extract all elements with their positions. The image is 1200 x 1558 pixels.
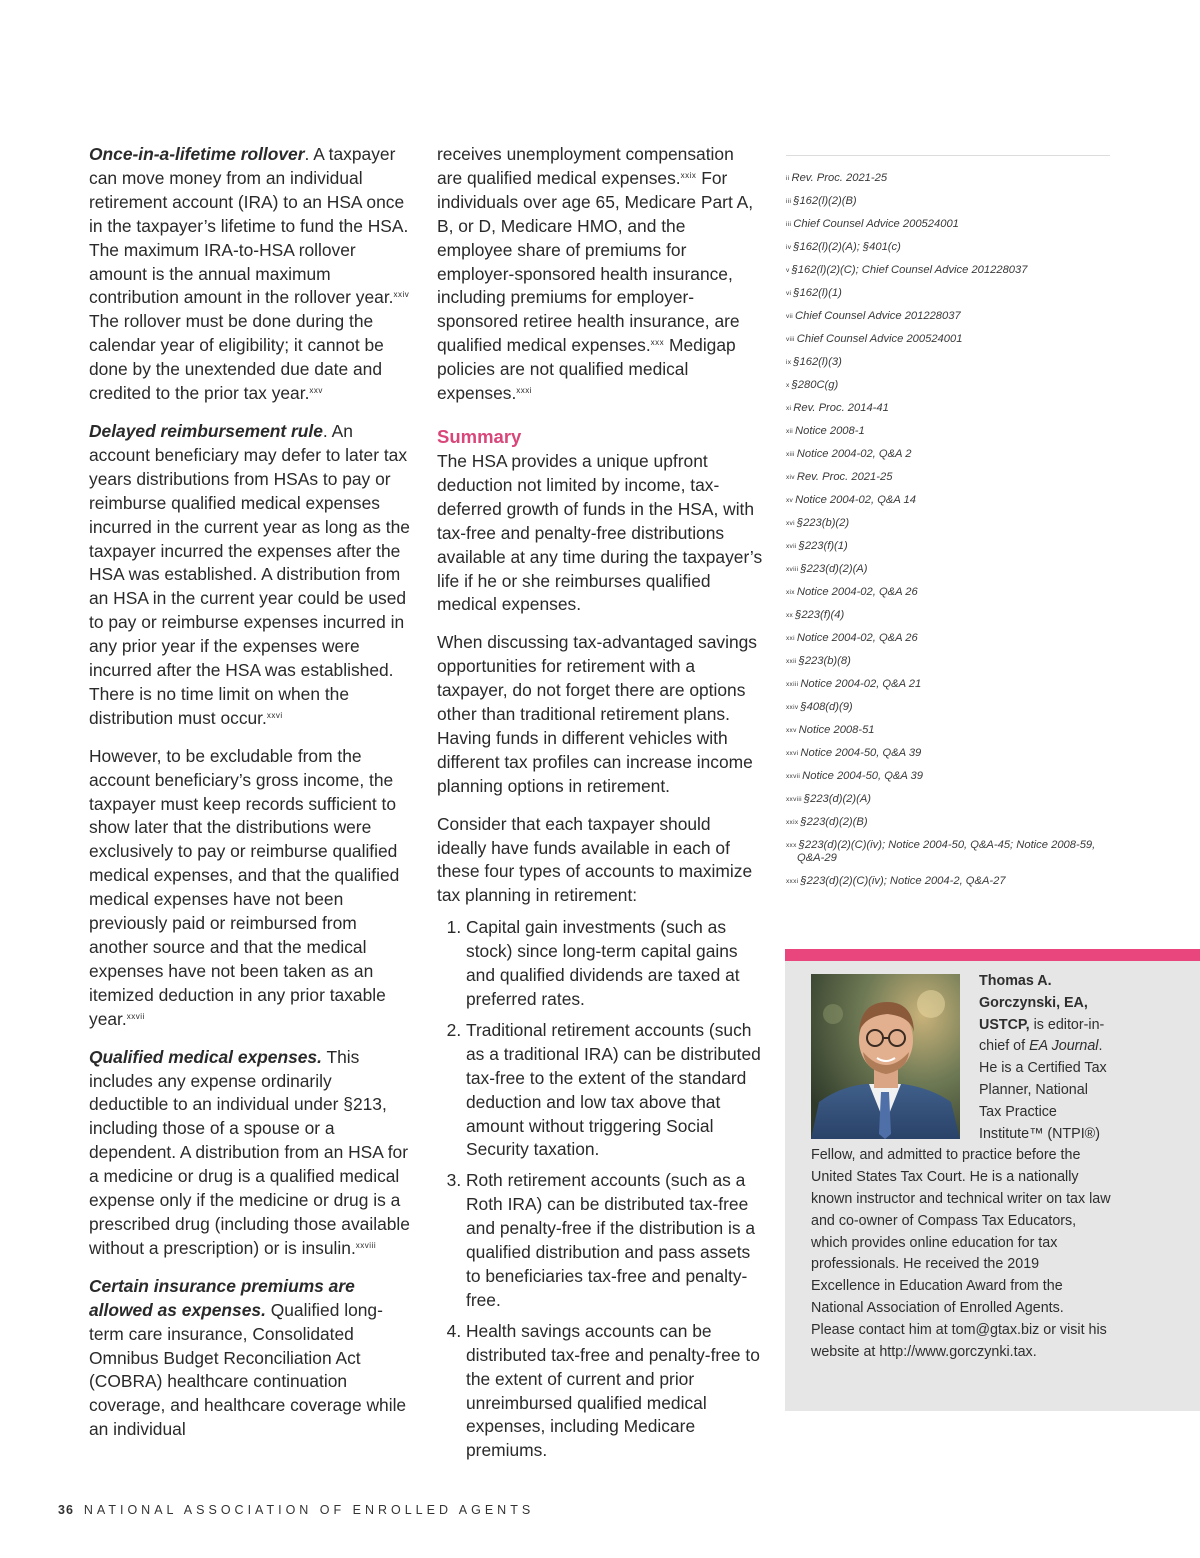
- paragraph-unemployment: [437, 143, 763, 406]
- author-bio-text: [811, 971, 1111, 1363]
- paragraph-text: The rollover must be done during the calendar year of eligibility; it cannot be done by the unextended due date and credited to the prior tax year.: [89, 311, 384, 404]
- endnote: [786, 816, 1110, 829]
- paragraph-summary: The HSA provides a unique upfront deduction not limited by income, tax-deferred growth of funds in the HSA, with tax-free and penalty-free distributions available at any time during the taxpayer’s life if he or she reimburses qualified medical expenses.: [437, 450, 763, 615]
- endnote-number: iii: [786, 198, 792, 205]
- endnote-text: §280C(g): [791, 379, 839, 391]
- endnote-number: xi: [786, 405, 792, 412]
- endnote-number: xxx: [786, 842, 797, 849]
- endnote: [786, 172, 1110, 185]
- endnote-text: §162(l)(1): [793, 287, 842, 299]
- endnote-number: xii: [786, 428, 794, 435]
- publication-name: EA Journal: [1029, 1038, 1099, 1055]
- list-item: 4. Health savings accounts can be distributed tax-free and penalty-free to the extent of current and prior unreimbursed qualified medical expenses, including Medicare premiums.: [466, 1320, 763, 1463]
- endnote-number: xxv: [786, 727, 797, 734]
- endnote-number: xix: [786, 589, 795, 596]
- paragraph-text: Qualified long-term care insurance, Consolidated Omnibus Budget Reconciliation Act (COBRA) healthcare continuation coverage, and healthcare coverage while an individual: [89, 1299, 407, 1440]
- endnote: [786, 471, 1110, 484]
- paragraph-text: Medigap policies are not qualified medical expenses.: [437, 335, 736, 404]
- endnote-number: x: [786, 382, 790, 389]
- lead-rollover: Once-in-a-lifetime rollover: [89, 144, 305, 164]
- endnote: [786, 770, 1110, 783]
- bio-text-part: . He is a Certified Tax Planner, National Tax Practice Institute™ (NTPI®) Fellow, and admitted to practice before the United States Tax Court. He is a nationally known instructor and technical writer on tax law and co-owner of Compass Tax Educators, which provides online education for tax professionals. He received the 2019 Excellence in Education Award from the National Association of Enrolled Agents. Please contact him at tom@gtax.biz or visit his website at http://www.gorczynki.tax.: [811, 1038, 1111, 1360]
- endnote-number: vi: [786, 290, 792, 297]
- endnote-text: §162(l)(2)(A); §401(c): [793, 241, 901, 253]
- endnote-text: Chief Counsel Advice 200524001: [793, 218, 959, 230]
- article-column-1: [89, 143, 415, 1456]
- endnote-number: xxxi: [786, 878, 799, 885]
- accent-bar: [785, 949, 1200, 961]
- endnote-number: xxiv: [786, 704, 799, 711]
- endnote: [786, 701, 1110, 714]
- endnote: [786, 287, 1110, 300]
- endnote-ref[interactable]: xxxi: [516, 386, 533, 396]
- endnote-ref[interactable]: xxiv: [393, 290, 410, 300]
- endnote-text: Notice 2004-02, Q&A 26: [796, 632, 918, 644]
- author-bio-box: [785, 949, 1200, 1411]
- lead-insurance-premiums: Certain insurance premiums are allowed as expenses.: [89, 1275, 355, 1320]
- paragraph-text: For individuals over age 65, Medicare Part A, B, or D, Medicare HMO, and the employee share of premiums for employer-sponsored health insurance, including premiums for employer-sponsored retiree health insurance, are qualified medical expenses.: [437, 167, 754, 356]
- endnote: [786, 793, 1110, 806]
- endnote-ref[interactable]: xxviii: [355, 1240, 377, 1250]
- footer-publication: NATIONAL ASSOCIATION OF ENROLLED AGENTS: [83, 1503, 535, 1517]
- list-item: 3. Roth retirement accounts (such as a Roth IRA) can be distributed tax-free and penalty-free if the distribution is a qualified distribution and pass assets to beneficiaries tax-free and penalty-free.: [466, 1169, 763, 1312]
- endnote-ref[interactable]: xxix: [680, 170, 697, 180]
- paragraph-consider: Consider that each taxpayer should ideally have funds available in each of these four types of accounts to maximize tax planning in retirement:: [437, 813, 753, 906]
- endnote-text: Notice 2004-02, Q&A 2: [796, 448, 912, 460]
- endnote-ref[interactable]: xxx: [650, 338, 665, 348]
- account-types-list: [437, 916, 763, 1463]
- endnote-number: vii: [786, 313, 794, 320]
- endnote-text: Chief Counsel Advice 200524001: [796, 333, 963, 345]
- paragraph-text: However, to be excludable from the account beneficiary’s gross income, the taxpayer must keep records sufficient to show later that the distributions were exclusively to pay or reimburse qualified medical expenses, and that the qualified medical expenses have not been previously paid or reimbursed from another source and that the medical expenses have not been taken as an itemized deduction in any prior taxable year.: [89, 745, 400, 1029]
- endnote: [786, 678, 1110, 691]
- endnote: [786, 402, 1110, 415]
- endnote-text: Rev. Proc. 2021-25: [796, 471, 893, 483]
- lead-delayed-reimbursement: Delayed reimbursement rule: [89, 420, 323, 441]
- endnote-number: xvi: [786, 520, 795, 527]
- endnote-number: xxiii: [786, 681, 799, 688]
- endnote-number: xviii: [786, 566, 799, 573]
- endnote-number: xxii: [786, 658, 797, 665]
- article-column-2: [437, 143, 763, 1470]
- endnote-ref[interactable]: xxvii: [126, 1011, 145, 1021]
- endnote-text: §223(d)(2)(C)(iv); Notice 2004-50, Q&A-45; Notice 2008-59,: [798, 839, 1096, 851]
- endnote: [786, 425, 1110, 438]
- endnote-number: iv: [786, 244, 792, 251]
- author-name: Thomas A. Gorczynski, EA, USTCP,: [979, 973, 1088, 1033]
- endnote-text: Notice 2004-02, Q&A 14: [795, 494, 916, 506]
- paragraph-text: This includes any expense ordinarily deductible to an individual under §213, including those of a spouse or a dependent. A distribution from an HSA for a medicine or drug is a qualified medical expense only if the medicine or drug is a prescribed drug (including those available without a prescription) or is insulin.: [89, 1046, 410, 1258]
- endnote-number: xxix: [786, 819, 799, 826]
- endnote-text: §223(d)(2)(A): [800, 563, 868, 575]
- endnote: [786, 379, 1110, 392]
- endnote: [786, 356, 1110, 369]
- endnote-number: v: [786, 267, 790, 274]
- endnote-text: §162(l)(2)(C); Chief Counsel Advice 201228037: [791, 264, 1028, 276]
- page-number: 36: [58, 1503, 74, 1517]
- endnote: [786, 609, 1110, 622]
- endnote-number: iii: [786, 221, 792, 228]
- endnote-number: xxviii: [786, 796, 802, 803]
- endnote: [786, 586, 1110, 599]
- endnote-text: §223(b)(8): [798, 655, 851, 667]
- endnote-text: §223(f)(1): [798, 540, 848, 552]
- endnote-number: xvii: [786, 543, 797, 550]
- endnote-text: §223(f)(4): [795, 609, 845, 621]
- endnote: [786, 517, 1110, 530]
- endnote-number: xiii: [786, 451, 795, 458]
- endnote-text: §223(d)(2)(C)(iv); Notice 2004-2, Q&A-27: [800, 875, 1006, 887]
- paragraph-options: When discussing tax-advantaged savings opportunities for retirement with a taxpayer, do not forget there are options other than traditional retirement plans. Having funds in different vehicles with different tax profiles can increase income planning options in retirement.: [437, 632, 757, 796]
- endnote: [786, 747, 1110, 760]
- endnote-text: §162(l)(2)(B): [793, 195, 857, 207]
- endnote-text: Notice 2008-1: [795, 425, 865, 437]
- list-item: 2. Traditional retirement accounts (such as a traditional IRA) can be distributed tax-free to the extent of the standard deduction and low tax above that amount without triggering Social Security taxation.: [466, 1019, 763, 1162]
- endnote-number: xxi: [786, 635, 795, 642]
- summary-heading: Summary: [437, 425, 522, 447]
- paragraph-delayed-reimbursement: [89, 420, 415, 731]
- endnote-text: Notice 2004-02, Q&A 26: [796, 586, 918, 598]
- endnote-text: Notice 2004-50, Q&A 39: [800, 747, 922, 759]
- list-item: 1. Capital gain investments (such as stock) since long-term capital gains and qualified dividends are taxed at preferred rates.: [466, 916, 763, 1012]
- endnote: [786, 218, 1110, 231]
- photo-spacer: [811, 971, 979, 1145]
- endnote: [786, 875, 1110, 888]
- paragraph-text: . A taxpayer can move money from an individual retirement account (IRA) to an HSA once in the taxpayer’s lifetime to fund the HSA. The maximum IRA-to-HSA rollover amount is the annual maximum contribution amount in the rollover year.: [89, 144, 409, 308]
- page-footer: [58, 1503, 534, 1517]
- endnote: [786, 241, 1110, 254]
- lead-qualified-medical: Qualified medical expenses.: [89, 1046, 322, 1067]
- endnote-number: ix: [786, 359, 792, 366]
- endnote: [786, 563, 1110, 576]
- paragraph-excludable: [89, 745, 415, 1032]
- endnote: [786, 724, 1110, 737]
- paragraph-rollover: [89, 143, 415, 406]
- bio-text-part: is editor-in-chief of: [979, 1016, 1105, 1055]
- endnote: [786, 839, 1110, 865]
- endnote-text: §162(l)(3): [793, 356, 842, 368]
- endnote-text: §223(d)(2)(A): [803, 793, 872, 805]
- endnote: [786, 448, 1110, 461]
- endnote-number: xiv: [786, 474, 795, 481]
- endnote: [786, 494, 1110, 507]
- paragraph-text: receives unemployment compensation are qualified medical expenses.: [437, 144, 734, 188]
- endnote-text: Notice 2004-50, Q&A 39: [802, 770, 923, 782]
- endnote-text: Chief Counsel Advice 201228037: [795, 310, 961, 322]
- endnote: [786, 310, 1110, 323]
- endnote: [786, 540, 1110, 553]
- endnote-text: §408(d)(9): [800, 701, 853, 713]
- endnote-number: viii: [786, 336, 795, 343]
- paragraph-qualified-medical: [89, 1046, 415, 1261]
- endnote-text: Notice 2004-02, Q&A 21: [800, 678, 922, 690]
- endnote-ref[interactable]: xxv: [309, 386, 323, 396]
- endnote-text: §223(d)(2)(B): [800, 816, 868, 828]
- endnote-number: xxvii: [786, 773, 801, 780]
- endnote: [786, 655, 1110, 668]
- paragraph-text: . An account beneficiary may defer to later tax years distributions from HSAs to pay or reimburse qualified medical expenses incurred in the current year as long as the taxpayer incurred the expenses after the HSA was established. A distribution from an HSA in the current year could be used to pay or reimburse expenses incurred in any prior year if the expenses were incurred after the HSA was established. There is no time limit on when the distribution must occur.: [89, 420, 410, 728]
- endnotes: [786, 155, 1110, 898]
- endnote-text: §223(b)(2): [796, 517, 850, 529]
- endnote: [786, 195, 1110, 208]
- endnote-number: xx: [786, 612, 794, 619]
- endnote-number: xv: [786, 497, 794, 504]
- endnote: [786, 264, 1110, 277]
- endnote-text: Rev. Proc. 2014-41: [793, 402, 889, 414]
- endnote-text-continued: Q&A-29: [797, 852, 837, 864]
- endnote-ref[interactable]: xxvi: [266, 710, 283, 720]
- endnote-number: xxvi: [786, 750, 799, 757]
- endnote-text: Notice 2008-51: [798, 724, 875, 736]
- endnote-number: ii: [786, 175, 790, 182]
- endnote: [786, 632, 1110, 645]
- endnote-text: Rev. Proc. 2021-25: [791, 172, 888, 184]
- paragraph-insurance-premiums: [89, 1275, 415, 1442]
- endnote: [786, 333, 1110, 346]
